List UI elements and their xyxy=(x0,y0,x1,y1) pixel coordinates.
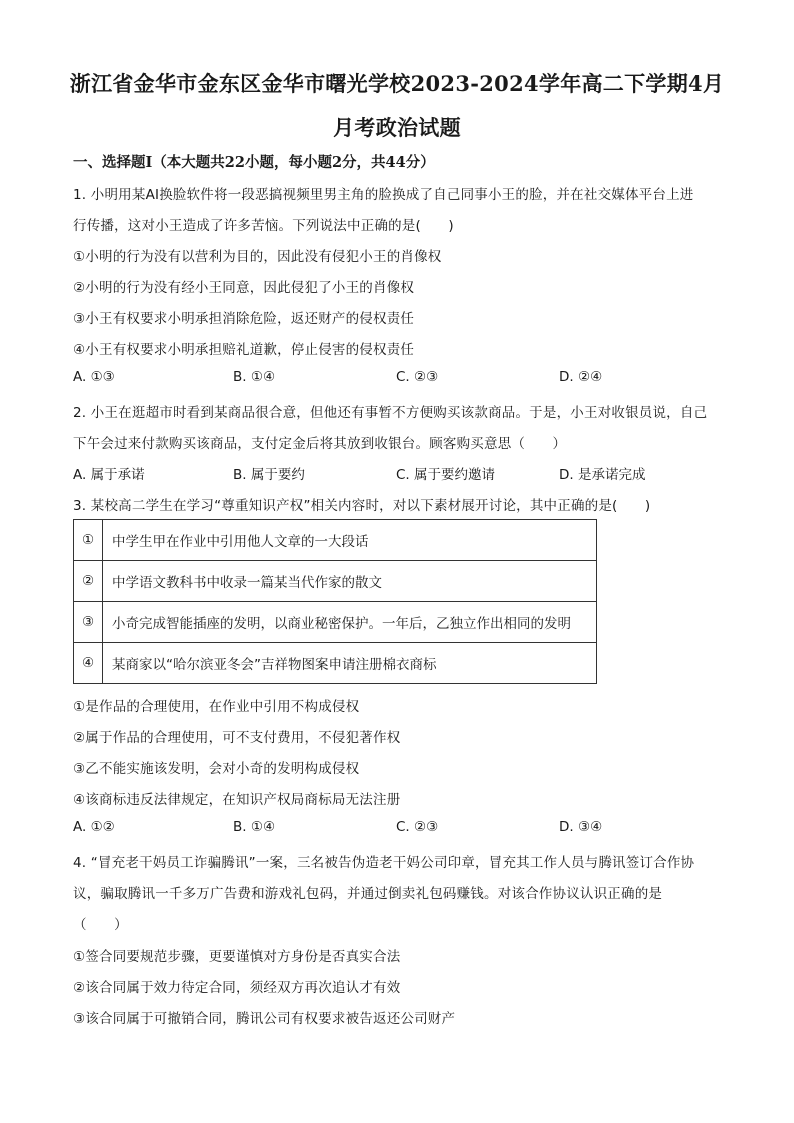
q1-item-4: ④小王有权要求小明承担赔礼道歉，停止侵害的侵权责任 xyxy=(73,342,415,358)
q4-stem-line2: 议，骗取腾讯一千多万广告费和游戏礼包码，并通过倒卖礼包码赚钱。对该合作协议认识正确的是 xyxy=(73,886,663,902)
q1-item-3: ③小王有权要求小明承担消除危险，返还财产的侵权责任 xyxy=(73,311,415,327)
q1-option-b: B. ①④ xyxy=(233,369,276,385)
table-cell-text: 中学生甲在作业中引用他人文章的一大段话 xyxy=(103,520,597,561)
q1-item-2: ②小明的行为没有经小王同意，因此侵犯了小王的肖像权 xyxy=(73,280,415,296)
table-cell-text: 中学语文教科书中收录一篇某当代作家的散文 xyxy=(103,561,597,602)
table-cell-number: ④ xyxy=(74,643,103,684)
q2-option-b: B. 属于要约 xyxy=(233,467,305,483)
q4-item-2: ②该合同属于效力待定合同，须经双方再次追认才有效 xyxy=(73,980,401,996)
q3-stem: 3. 某校高二学生在学习“尊重知识产权”相关内容时，对以下素材展开讨论，其中正确的是( ) xyxy=(73,498,651,514)
section-heading: 一、选择题Ⅰ（本大题共22小题，每小题2分，共44分） xyxy=(73,154,435,171)
q1-options xyxy=(73,369,733,389)
q4-stem-line1: 4. “冒充老干妈员工诈骗腾讯”一案，三名被告伪造老干妈公司印章，冒充其工作人员与腾讯签订合作协 xyxy=(73,855,695,871)
table-cell-text: 小奇完成智能插座的发明，以商业秘密保护。一年后，乙独立作出相同的发明 xyxy=(103,602,597,643)
q3-item-1: ①是作品的合理使用，在作业中引用不构成侵权 xyxy=(73,699,360,715)
q1-option-a: A. ①③ xyxy=(73,369,115,385)
q1-stem-line1: 1. 小明用某AI换脸软件将一段恶搞视频里男主角的脸换成了自己同事小王的脸，并在社交媒体平台上进 xyxy=(73,187,694,203)
q3-item-3: ③乙不能实施该发明，会对小奇的发明构成侵权 xyxy=(73,761,360,777)
q3-item-4: ④该商标违反法律规定，在知识产权局商标局无法注册 xyxy=(73,792,401,808)
q1-stem-line2: 行传播，这对小王造成了许多苦恼。下列说法中正确的是( ) xyxy=(73,218,454,234)
table-row xyxy=(74,602,597,643)
q3-option-b: B. ①④ xyxy=(233,819,276,835)
q3-option-a: A. ①② xyxy=(73,819,115,835)
table-cell-number: ② xyxy=(74,561,103,602)
table-row xyxy=(74,520,597,561)
q3-options xyxy=(73,819,733,839)
q1-item-1: ①小明的行为没有以营利为目的，因此没有侵犯小王的肖像权 xyxy=(73,249,442,265)
q4-item-1: ①签合同要规范步骤，更要谨慎对方身份是否真实合法 xyxy=(73,949,401,965)
exam-title-line1: 浙江省金华市金东区金华市曙光学校2023-2024学年高二下学期4月 xyxy=(69,71,725,96)
q3-option-c: C. ②③ xyxy=(396,819,439,835)
q2-option-a: A. 属于承诺 xyxy=(73,467,145,483)
q1-option-d: D. ②④ xyxy=(559,369,603,385)
q2-option-c: C. 属于要约邀请 xyxy=(396,467,496,483)
q2-option-d: D. 是承诺完成 xyxy=(559,467,646,483)
q2-options xyxy=(73,463,733,483)
q3-option-d: D. ③④ xyxy=(559,819,603,835)
q4-stem-line3: （ ） xyxy=(73,917,128,933)
exam-title-line2: 月考政治试题 xyxy=(333,115,461,140)
table-row xyxy=(74,643,597,684)
q2-stem-line1: 2. 小王在逛超市时看到某商品很合意，但他还有事暂不方便购买该款商品。于是，小王对收银员说，自己 xyxy=(73,405,708,421)
q2-stem-line2: 下午会过来付款购买该商品，支付定金后将其放到收银台。顾客购买意思（ ） xyxy=(73,436,567,452)
q1-option-c: C. ②③ xyxy=(396,369,439,385)
table-row xyxy=(74,561,597,602)
q3-material-table xyxy=(73,519,597,684)
q3-item-2: ②属于作品的合理使用，可不支付费用，不侵犯著作权 xyxy=(73,730,401,746)
q4-item-3: ③该合同属于可撤销合同，腾讯公司有权要求被告返还公司财产 xyxy=(73,1011,456,1027)
table-cell-text: 某商家以“哈尔滨亚冬会”吉祥物图案申请注册棉衣商标 xyxy=(103,643,597,684)
table-cell-number: ① xyxy=(74,520,103,561)
table-cell-number: ③ xyxy=(74,602,103,643)
